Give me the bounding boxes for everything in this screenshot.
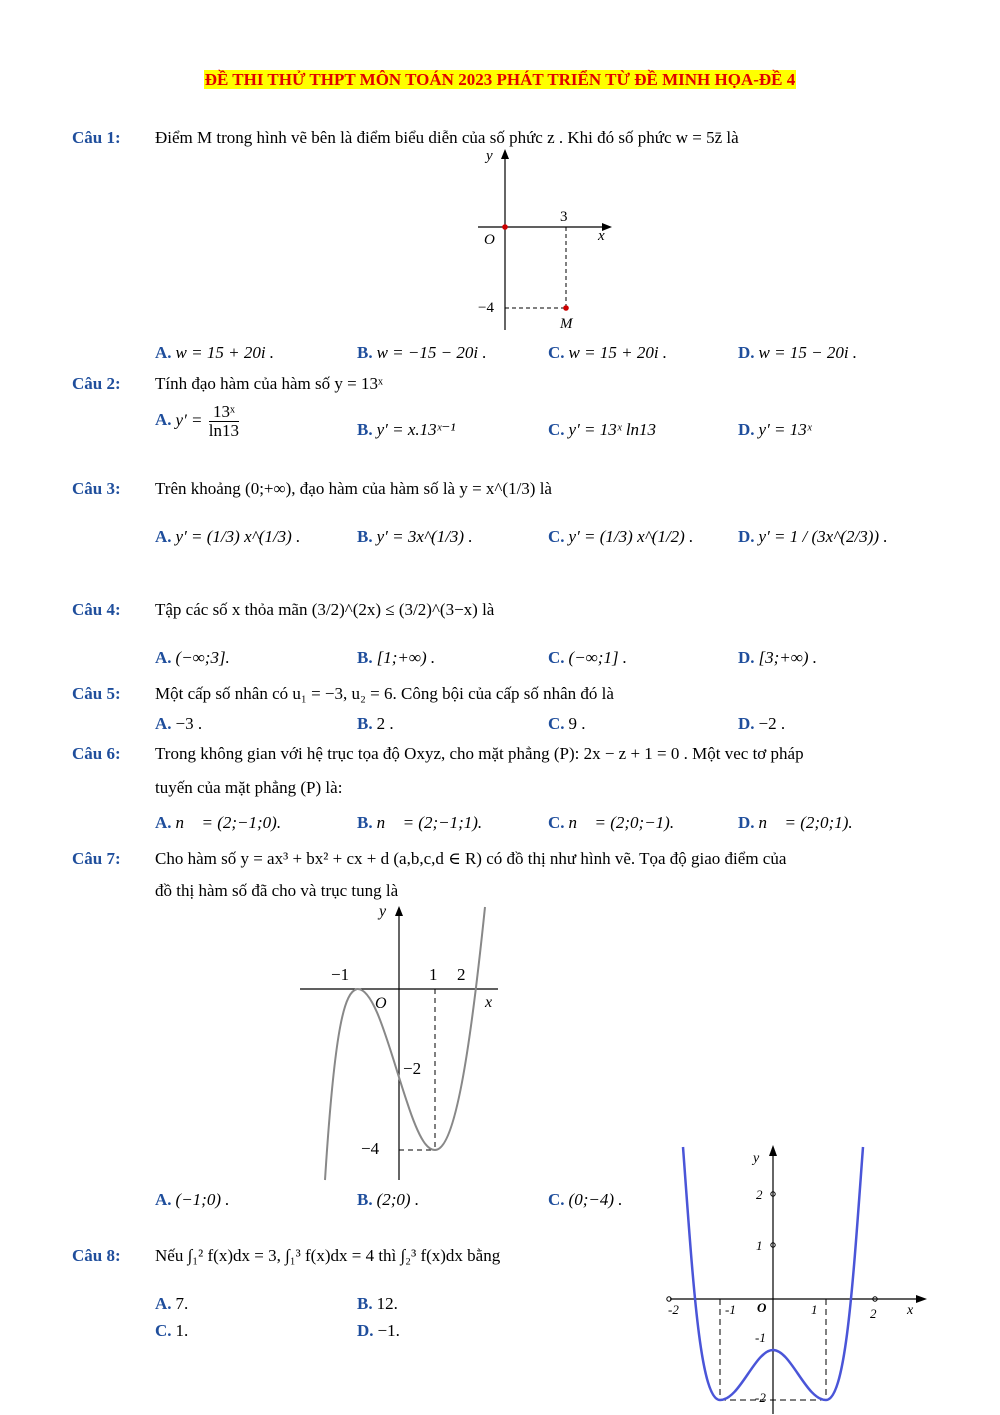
q7-label: Câu 7: <box>72 849 121 868</box>
q2-text: Tính đạo hàm của hàm số y = 13ˣ <box>155 374 383 393</box>
q4-text: Tập các số x thỏa mãn (3/2)^(2x) ≤ (3/2)^(3−x) là <box>155 600 495 619</box>
q3-option-a[interactable]: A. y′ = (1/3) x^(1/3) . <box>155 527 301 546</box>
q5-option-d[interactable]: D. −2 . <box>738 714 786 733</box>
q4-option-b[interactable]: B. [1;+∞) . <box>357 648 436 667</box>
q7-fig-y: y <box>379 903 387 920</box>
q7-fig-m2: −2 <box>403 1059 422 1078</box>
q5-option-c[interactable]: C. 9 . <box>548 714 586 733</box>
q6-option-a[interactable]: A. n⃗ = (2;−1;0). <box>155 813 282 832</box>
q2-label: Câu 2: <box>72 374 121 393</box>
q5-label: Câu 5: <box>72 684 121 703</box>
q7-text-line1: Cho hàm số y = ax³ + bx² + cx + d (a,b,c,d ∈ R) có đồ thị như hình vẽ. Tọa độ giao điểm của <box>155 849 787 868</box>
q1-figure <box>470 145 620 335</box>
q7-fig-2: 2 <box>457 965 466 984</box>
quartic-tm2: -2 <box>755 1390 766 1405</box>
quartic-l2: -2 <box>668 1302 679 1317</box>
q8-option-c[interactable]: C. 1. <box>155 1321 189 1340</box>
q1-option-a[interactable]: A. w = 15 + 20i . <box>155 343 275 362</box>
q7-fig-x: x <box>485 994 493 1011</box>
q7-fig-m4: −4 <box>361 1139 380 1158</box>
q2-option-a[interactable]: A. y′ = $\frac{\text{13ˣ}}{\ln 13}$ <box>155 402 240 440</box>
q1-fig-3: 3 <box>560 209 568 225</box>
q5-option-a[interactable]: A. −3 . <box>155 714 203 733</box>
q1-option-c[interactable]: C. w = 15 + 20i . <box>548 343 668 362</box>
q3-option-d[interactable]: D. y′ = 1 / (3x^(2/3)) . <box>738 527 888 546</box>
quartic-tm1: -1 <box>755 1330 766 1345</box>
q1-label: Câu 1: <box>72 128 121 147</box>
q7-option-a[interactable]: A. (−1;0) . <box>155 1190 230 1209</box>
q2-option-d[interactable]: D. y′ = 13ˣ <box>738 420 812 439</box>
q3-label: Câu 3: <box>72 479 121 498</box>
q7-figure <box>295 902 505 1182</box>
quartic-x: x <box>907 1303 914 1318</box>
quartic-t1: 1 <box>756 1238 763 1253</box>
quartic-r1: 1 <box>811 1302 818 1317</box>
q2-option-b[interactable]: B. y′ = x.13ˣ⁻¹ <box>357 420 456 439</box>
quartic-y: y <box>753 1151 760 1166</box>
q4-option-d[interactable]: D. [3;+∞) . <box>738 648 818 667</box>
quartic-figure <box>665 1142 935 1415</box>
quartic-r2: 2 <box>870 1306 877 1321</box>
q1-fig-m4: −4 <box>478 300 494 316</box>
q6-label: Câu 6: <box>72 744 121 763</box>
q6-option-b[interactable]: B. n⃗ = (2;−1;1). <box>357 813 483 832</box>
q4-option-a[interactable]: A. (−∞;3]. <box>155 648 230 667</box>
q6-option-d[interactable]: D. n⃗ = (2;0;1). <box>738 813 853 832</box>
quartic-l1: -1 <box>725 1302 736 1317</box>
q1-fig-o: O <box>484 232 495 248</box>
q1-fig-y: y <box>486 148 493 164</box>
q1-option-d[interactable]: D. w = 15 − 20i . <box>738 343 858 362</box>
q1-option-b[interactable]: B. w = −15 − 20i . <box>357 343 487 362</box>
quartic-t2: 2 <box>756 1187 763 1202</box>
q1-fig-x: x <box>598 228 605 244</box>
q3-option-c[interactable]: C. y′ = (1/3) x^(1/2) . <box>548 527 694 546</box>
q4-option-c[interactable]: C. (−∞;1] . <box>548 648 628 667</box>
q3-text: Trên khoảng (0;+∞), đạo hàm của hàm số là y = x^(1/3) là <box>155 479 552 498</box>
q7-fig-1: 1 <box>429 965 438 984</box>
q6-text-line1: Trong không gian với hệ trục tọa độ Oxyz, cho mặt phẳng (P): 2x − z + 1 = 0 . Một vec tơ pháp <box>155 744 804 763</box>
q4-label: Câu 4: <box>72 600 121 619</box>
q7-text-line2: đồ thị hàm số đã cho và trục tung là <box>155 881 399 900</box>
q5-option-b[interactable]: B. 2 . <box>357 714 394 733</box>
q5-text: Một cấp số nhân có u₁ = −3, u₂ = 6. Công bội của cấp số nhân đó là <box>155 684 614 703</box>
q8-text: Nếu ∫₁² f(x)dx = 3, ∫₁³ f(x)dx = 4 thì ∫₂³ f(x)dx bằng <box>155 1246 501 1265</box>
q8-option-a[interactable]: A. 7. <box>155 1294 189 1313</box>
q2-option-c[interactable]: C. y′ = 13ˣ ln13 <box>548 420 657 439</box>
q7-fig-o: O <box>375 995 387 1012</box>
q1-text: Điểm M trong hình vẽ bên là điểm biểu diễn của số phức z . Khi đó số phức w = 5z̄ là <box>155 128 739 147</box>
q8-option-b[interactable]: B. 12. <box>357 1294 398 1313</box>
q8-option-d[interactable]: D. −1. <box>357 1321 400 1340</box>
quartic-o: O <box>757 1300 767 1315</box>
page-title: ĐỀ THI THỬ THPT MÔN TOÁN 2023 PHÁT TRIỂN TỪ ĐỀ MINH HỌA-ĐỀ 4 <box>204 70 796 89</box>
q8-label: Câu 8: <box>72 1246 121 1265</box>
q3-option-b[interactable]: B. y′ = 3x^(1/3) . <box>357 527 473 546</box>
q1-fig-M: M <box>560 316 573 332</box>
q6-option-c[interactable]: C. n⃗ = (2;0;−1). <box>548 813 675 832</box>
q7-fig-m1: −1 <box>331 965 350 984</box>
q6-text-line2: tuyến của mặt phẳng (P) là: <box>155 778 343 797</box>
q7-option-c[interactable]: C. (0;−4) . <box>548 1190 623 1209</box>
q7-option-b[interactable]: B. (2;0) . <box>357 1190 420 1209</box>
